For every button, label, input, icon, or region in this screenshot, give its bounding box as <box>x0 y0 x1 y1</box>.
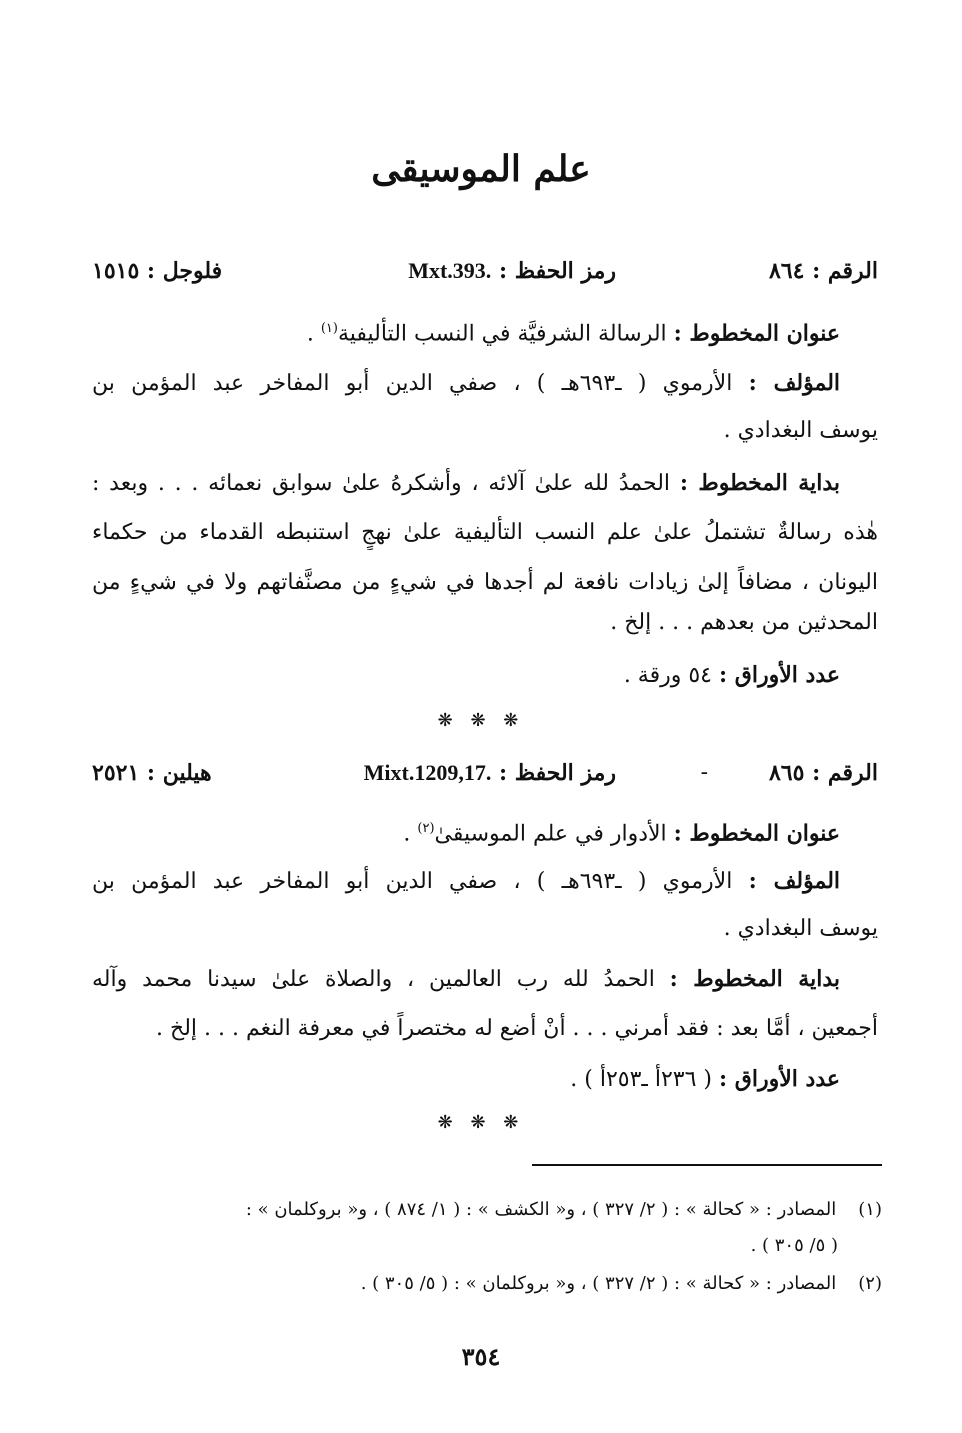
beginning-line <box>92 466 878 501</box>
footnote-text: المصادر : « كحالة » : ( ٢/ ٣٢٧ ) ، و« الكشف » : ( ١/ ٨٧٤ ) ، و« بروكلمان » : <box>245 1199 837 1220</box>
entry-meta-row <box>92 760 878 794</box>
library-reference: فلوجل : ١٥١٥ <box>92 258 223 284</box>
title-end: . <box>306 321 321 347</box>
footnote <box>92 1194 882 1226</box>
footnote-text: المصادر : « كحالة » : ( ٢/ ٣٢٧ ) ، و« بروكلمان » : ( ٥/ ٣٠٥ ) . <box>360 1273 837 1294</box>
author-text: الأرموي ( ـ٦٩٣هـ ) ، صفي الدين أبو المفاخر عبد المؤمن بن <box>92 869 733 894</box>
beginning-label: بداية المخطوط : <box>669 966 840 992</box>
entry-number: الرقم : ٨٦٥ <box>768 760 878 786</box>
beginning-text: الحمدُ لله علىٰ آلائه ، وأشكرهُ علىٰ سوابق نعمائه . . . وبعد : <box>92 471 671 496</box>
leaves-count-line <box>92 658 878 693</box>
footnote-marker: (٢) <box>417 821 435 836</box>
manuscript-title-line <box>92 312 878 351</box>
leaves-label: عدد الأوراق : <box>719 1066 840 1092</box>
call-number-code: Mxt.393. <box>408 258 492 283</box>
author-line <box>92 366 878 401</box>
manuscript-title-line <box>92 812 878 851</box>
author-text: الأرموي ( ـ٦٩٣هـ ) ، صفي الدين أبو المفاخر عبد المؤمن بن <box>92 371 733 396</box>
entry-number: الرقم : ٨٦٤ <box>768 258 878 284</box>
footnote <box>92 1268 882 1300</box>
title-end: . <box>403 821 418 847</box>
footnote-continued: ( ٥/ ٣٠٥ ) . <box>750 1235 838 1256</box>
entry-meta-row <box>92 258 878 292</box>
page-number: ٣٥٤ <box>461 1342 501 1371</box>
manuscript-title-label: عنوان المخطوط : <box>673 820 840 847</box>
beginning-line-continued: أجمعين ، أمَّا بعد : فقد أمرني . . . أنْ أضع له مختصراً في معرفة النغم . . . إلخ . <box>156 1016 878 1041</box>
call-number-code: Mixt.1209,17. <box>363 760 492 785</box>
footnote-number: (٢) <box>858 1273 882 1294</box>
section-separator: ❋ ❋ ❋ <box>437 710 525 731</box>
leaves-label: عدد الأوراق : <box>719 662 840 688</box>
footnote-rule <box>532 1164 882 1166</box>
author-line <box>92 864 878 899</box>
author-label: المؤلف : <box>748 370 841 396</box>
leaves-value: ٥٤ ورقة . <box>623 663 712 688</box>
page-title: علم الموسيقى <box>371 148 591 190</box>
footnote-number: (١) <box>858 1199 882 1220</box>
manuscript-title: الرسالة الشرفيَّة في النسب التأليفية <box>337 321 667 347</box>
leaves-count-line <box>92 1062 878 1097</box>
beginning-line <box>92 962 878 997</box>
footnote-marker: (١) <box>320 321 338 336</box>
beginning-line-continued: هٰذه رسالةٌ تشتملُ علىٰ علم النسب التأليفية علىٰ نهجٍ استنبطه القدماء من حكماء <box>92 520 878 545</box>
beginning-line-continued: اليونان ، مضافاً إلىٰ زيادات نافعة لم أجدها في شيءٍ من مصنَّفاتهم ولا في شيءٍ من <box>92 570 878 595</box>
call-number-label: رمز الحفظ : <box>498 258 616 284</box>
manuscript-title-label: عنوان المخطوط : <box>673 320 840 347</box>
beginning-label: بداية المخطوط : <box>679 470 841 496</box>
manuscript-title: الأدوار في علم الموسيقىٰ <box>434 821 667 847</box>
author-line-continued: يوسف البغدادي . <box>723 916 878 941</box>
author-line-continued: يوسف البغدادي . <box>723 418 878 443</box>
library-reference: هيلين : ٢٥٢١ <box>92 760 212 786</box>
leaves-value: ( ٢٣٦أ ـ٢٥٣أ ) . <box>570 1067 712 1092</box>
author-label: المؤلف : <box>748 868 841 894</box>
call-number <box>408 258 616 284</box>
call-number <box>364 760 616 786</box>
entry-dash: - <box>700 760 708 785</box>
section-separator: ❋ ❋ ❋ <box>437 1112 525 1133</box>
beginning-text: الحمدُ لله رب العالمين ، والصلاة علىٰ سيدنا محمد وآله <box>92 967 655 992</box>
beginning-line-continued: المحدثين من بعدهم . . . إلخ . <box>610 610 878 635</box>
call-number-label: رمز الحفظ : <box>498 760 616 786</box>
